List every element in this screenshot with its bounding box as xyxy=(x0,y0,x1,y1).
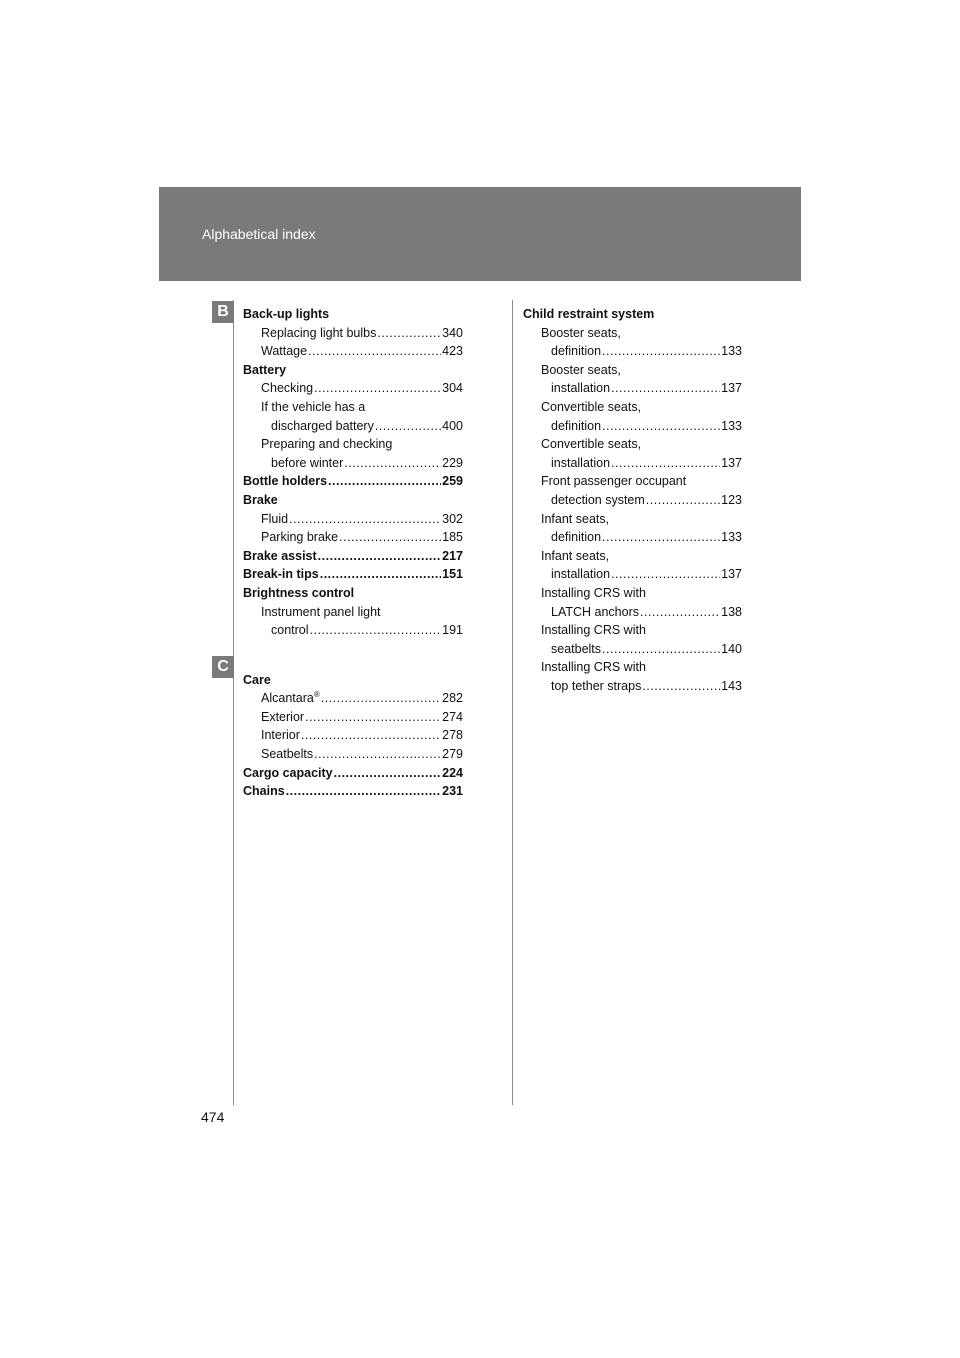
entry-label: Brake assist xyxy=(243,548,317,563)
index-entry xyxy=(243,782,463,801)
page-ref: 137 xyxy=(721,381,742,396)
page-ref: 340 xyxy=(442,325,463,340)
entry-label: Front passenger occupant xyxy=(541,474,687,489)
entry-label: Parking brake xyxy=(261,530,339,545)
page-ref: 278 xyxy=(442,728,463,743)
entry-label: Preparing and checking xyxy=(261,437,393,452)
entry-label: Exterior xyxy=(261,709,305,724)
entry-label: Infant seats, xyxy=(541,548,610,563)
index-entry xyxy=(243,726,463,745)
entry-label: Wattage xyxy=(261,344,308,359)
column-divider-left xyxy=(233,300,234,1105)
entry-label: installation xyxy=(551,381,611,396)
page-ref: 123 xyxy=(721,492,742,507)
page-ref: 217 xyxy=(442,548,463,563)
entry-label: definition xyxy=(551,418,602,433)
entry-label: control xyxy=(271,623,309,638)
entry-label: Fluid xyxy=(261,511,289,526)
page-ref: 191 xyxy=(442,623,463,638)
page-ref: 137 xyxy=(721,455,742,470)
page-ref: 185 xyxy=(442,530,463,545)
page-ref: 423 xyxy=(442,344,463,359)
page-number: 474 xyxy=(201,1109,225,1125)
entry-label: Break-in tips xyxy=(243,567,319,582)
entry-label: installation xyxy=(551,455,611,470)
index-entry xyxy=(523,417,742,436)
index-entry xyxy=(523,379,742,398)
entry-label: detection system xyxy=(551,492,645,507)
page-ref: 138 xyxy=(721,604,742,619)
index-entry xyxy=(243,565,463,584)
registered-mark: ® xyxy=(313,690,320,700)
page-header xyxy=(159,187,801,281)
entry-label: seatbelts xyxy=(551,641,602,656)
index-entry xyxy=(243,324,463,343)
header-title: Alphabetical index xyxy=(202,226,316,242)
section-tab-c: C xyxy=(212,656,234,678)
index-entry xyxy=(243,547,463,566)
index-entry xyxy=(243,342,463,361)
index-heading: Child restraint system xyxy=(523,307,655,321)
index-entry xyxy=(243,745,463,764)
entry-label: Chains xyxy=(243,784,285,799)
page-ref: 304 xyxy=(442,381,463,396)
page-ref: 229 xyxy=(442,455,463,470)
page-ref: 133 xyxy=(721,344,742,359)
index-entry xyxy=(243,708,463,727)
index-entry xyxy=(523,342,742,361)
index-entry xyxy=(243,764,463,783)
page-ref: 400 xyxy=(442,418,463,433)
index-entry xyxy=(243,454,463,473)
entry-label: Alcantara® xyxy=(261,690,320,706)
index-entry xyxy=(523,454,742,473)
page-ref: 231 xyxy=(442,784,463,799)
entry-label: Convertible seats, xyxy=(541,437,642,452)
entry-label: Installing CRS with xyxy=(541,660,646,675)
index-heading: Brightness control xyxy=(243,585,355,600)
entry-label: Installing CRS with xyxy=(541,623,646,638)
index-entry xyxy=(523,565,742,584)
page-ref: 224 xyxy=(442,765,463,780)
entry-label: LATCH anchors xyxy=(551,604,639,619)
entry-label: Booster seats, xyxy=(541,362,621,377)
page-ref: 282 xyxy=(442,691,463,706)
entry-label: installation xyxy=(551,567,611,582)
entry-label: discharged battery xyxy=(271,418,374,433)
index-heading: Care xyxy=(243,672,271,687)
index-entry xyxy=(523,528,742,547)
section-tab-b: B xyxy=(212,301,234,323)
index-heading: Brake xyxy=(243,492,278,507)
page-ref: 279 xyxy=(442,747,463,762)
index-entry xyxy=(243,472,463,491)
entry-label: Checking xyxy=(261,381,314,396)
page-ref: 259 xyxy=(442,474,463,489)
column-divider-middle xyxy=(512,300,513,1105)
index-entry xyxy=(243,528,463,547)
entry-label: Cargo capacity xyxy=(243,765,333,780)
index-heading: Battery xyxy=(243,362,287,377)
page-ref: 133 xyxy=(721,418,742,433)
entry-label: definition xyxy=(551,344,602,359)
index-entry xyxy=(523,640,742,659)
index-entry xyxy=(523,677,742,696)
entry-label: Installing CRS with xyxy=(541,585,646,600)
page-ref: 302 xyxy=(442,511,463,526)
index-column-1 xyxy=(243,305,463,801)
entry-label: Seatbelts xyxy=(261,747,314,762)
entry-label: Booster seats, xyxy=(541,325,621,340)
index-column-2 xyxy=(523,305,742,695)
entry-label: top tether straps xyxy=(551,678,642,693)
page-ref: 143 xyxy=(721,678,742,693)
page-ref: 140 xyxy=(721,641,742,656)
entry-label: If the vehicle has a xyxy=(261,399,366,414)
page-ref: 151 xyxy=(442,567,463,582)
index-entry xyxy=(523,491,742,510)
index-entry xyxy=(243,689,463,708)
section-gap xyxy=(243,640,463,671)
index-entry xyxy=(243,621,463,640)
entry-label: Replacing light bulbs xyxy=(261,325,377,340)
entry-label: Instrument panel light xyxy=(261,604,381,619)
index-heading: Back-up lights xyxy=(243,307,330,321)
page-ref: 137 xyxy=(721,567,742,582)
entry-label: before winter xyxy=(271,455,344,470)
entry-label: definition xyxy=(551,530,602,545)
entry-label: Interior xyxy=(261,728,300,743)
index-entry xyxy=(243,417,463,436)
entry-label: Bottle holders xyxy=(243,474,328,489)
index-entry xyxy=(243,379,463,398)
index-entry xyxy=(243,510,463,529)
entry-label: Infant seats, xyxy=(541,511,610,526)
page-ref: 133 xyxy=(721,530,742,545)
entry-label: Convertible seats, xyxy=(541,399,642,414)
index-entry xyxy=(523,603,742,622)
page-ref: 274 xyxy=(442,709,463,724)
